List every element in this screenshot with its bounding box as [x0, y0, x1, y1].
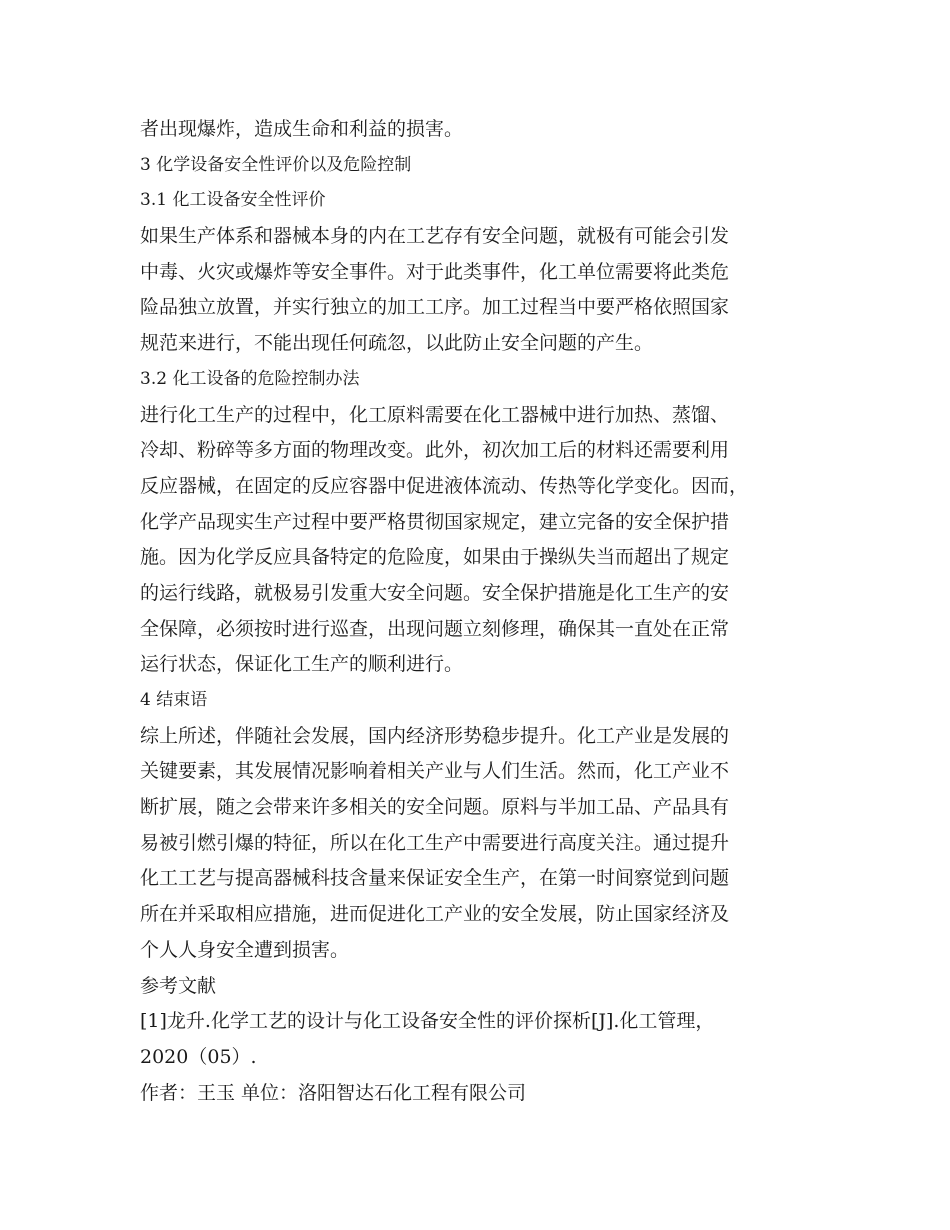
body-text-line: 运行状态，保证化工生产的顺利进行。 [140, 653, 464, 676]
references-heading: 参考文献 [140, 974, 217, 997]
body-text-line: 如果生产体系和器械本身的内在工艺存有安全问题，就极有可能会引发 [140, 225, 730, 248]
section-heading: 4 结束语 [140, 690, 208, 710]
body-text-line: 冷却、粉碎等多方面的物理改变。此外，初次加工后的材料还需要利用 [140, 439, 730, 462]
section-heading: 3 化学设备安全性评价以及危险控制 [140, 154, 412, 175]
body-text-line: 断扩展，随之会带来许多相关的安全问题。原料与半加工品、产品具有 [140, 796, 730, 819]
body-text-line: 全保障，必须按时进行巡查，出现问题立刻修理，确保其一直处在正常 [140, 617, 730, 640]
subsection-heading: 3.1 化工设备安全性评价 [140, 190, 326, 211]
reference-entry: [1]龙升.化学工艺的设计与化工设备安全性的评价探析[J].化工管理， [140, 1010, 715, 1033]
body-text-line: 中毒、火灾或爆炸等安全事件。对于此类事件，化工单位需要将此类危 [140, 260, 730, 283]
body-text-line: 规范来进行，不能出现任何疏忽，以此防止安全问题的产生。 [140, 332, 654, 355]
document-page [140, 112, 830, 1111]
reference-entry: 2020（05）. [140, 1045, 257, 1068]
body-text-line: 个人人身安全遭到损害。 [140, 938, 350, 961]
body-text-line: 反应器械，在固定的反应容器中促进液体流动、传热等化学变化。因而， [140, 474, 749, 497]
subsection-heading: 3.2 化工设备的危险控制办法 [140, 368, 360, 389]
body-text-line: 的运行线路，就极易引发重大安全问题。安全保护措施是化工生产的安 [140, 581, 730, 604]
body-text-line: 险品独立放置，并实行独立的加工工序。加工过程当中要严格依照国家 [140, 296, 730, 319]
body-text-line: 化学产品现实生产过程中要严格贯彻国家规定，建立完备的安全保护措 [140, 510, 730, 533]
body-text-line: 施。因为化学反应具备特定的危险度，如果由于操纵失当而超出了规定 [140, 546, 730, 569]
body-text-line: 易被引燃引爆的特征，所以在化工生产中需要进行高度关注。通过提升 [140, 831, 730, 854]
body-text-line: 综上所述，伴随社会发展，国内经济形势稳步提升。化工产业是发展的 [140, 724, 730, 747]
body-text-line: 关键要素，其发展情况影响着相关产业与人们生活。然而，化工产业不 [140, 760, 730, 783]
body-text-line: 进行化工生产的过程中，化工原料需要在化工器械中进行加热、蒸馏、 [140, 403, 730, 426]
body-text-line: 化工工艺与提高器械科技含量来保证安全生产，在第一时间察觉到问题 [140, 867, 730, 890]
author-info: 作者：王玉 单位：洛阳智达石化工程有限公司 [140, 1081, 527, 1104]
body-text-line: 者出现爆炸，造成生命和利益的损害。 [140, 118, 464, 140]
body-text-line: 所在并采取相应措施，进而促进化工产业的安全发展，防止国家经济及 [140, 903, 730, 926]
